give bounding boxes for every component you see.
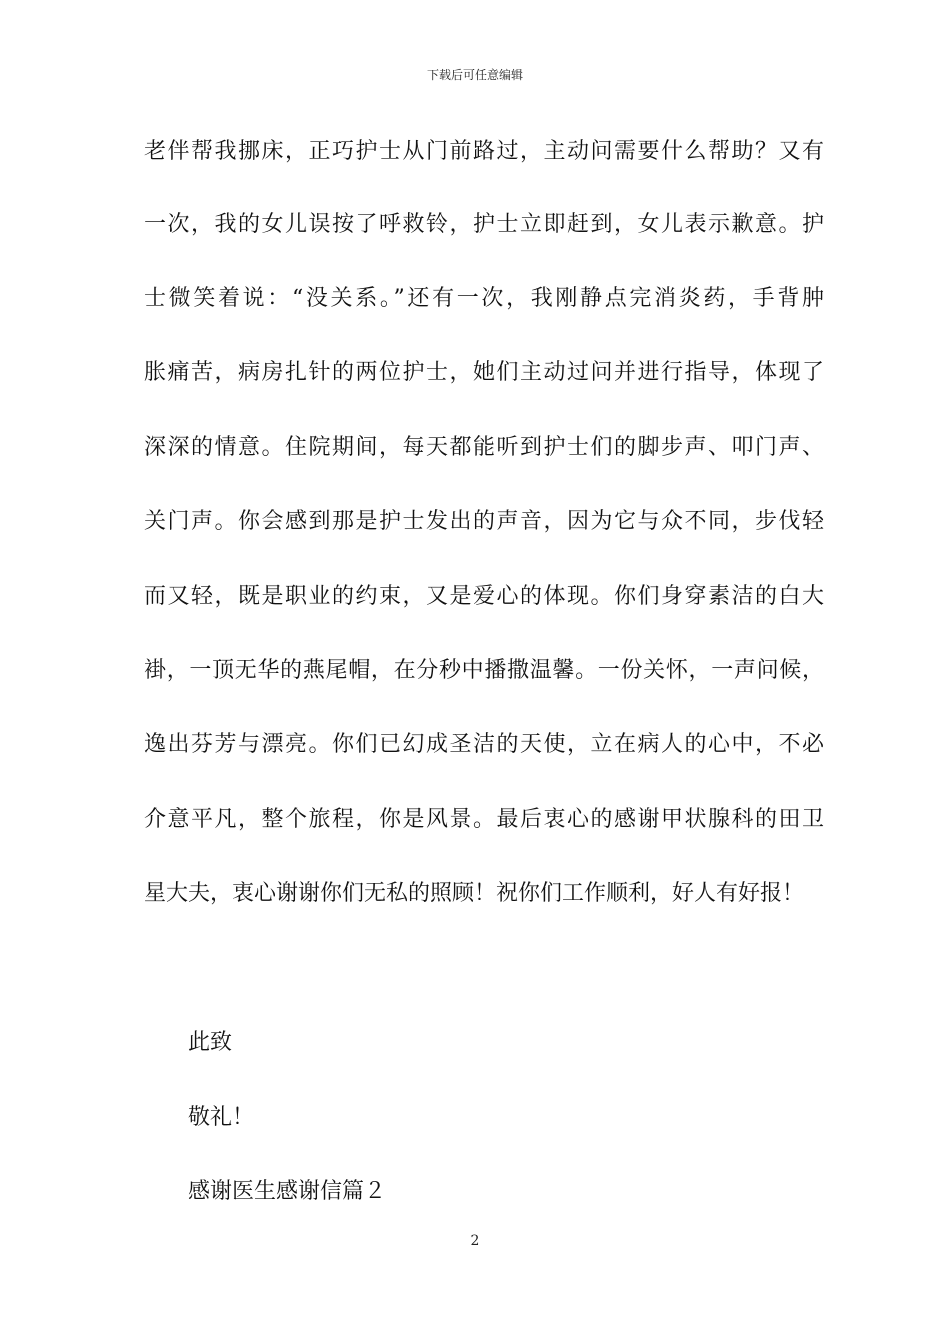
closing-regards: 敬礼！ — [188, 1105, 255, 1130]
body-line: 胀痛苦，病房扎针的两位护士，她们主动过问并进行指导，体现了 — [144, 360, 824, 385]
next-section-title: 感谢医生感谢信篇２ — [188, 1179, 387, 1204]
body-line: 介意平凡，整个旅程，你是风景。最后衷心的感谢甲状腺科的田卫 — [144, 807, 824, 832]
body-line: 而又轻，既是职业的约束，又是爱心的体现。你们身穿素洁的白大 — [144, 584, 824, 609]
body-line: 士微笑着说：“没关系。”还有一次，我刚静点完消炎药，手背肿 — [144, 286, 824, 311]
closing-salutation: 此致 — [188, 1030, 233, 1055]
page-number: 2 — [470, 1233, 480, 1249]
body-line: 关门声。你会感到那是护士发出的声音，因为它与众不同，步伐轻 — [144, 509, 824, 534]
body-line: 逸出芬芳与漂亮。你们已幻成圣洁的天使，立在病人的心中，不必 — [144, 732, 824, 757]
page-header: 下载后可任意编辑 — [426, 68, 523, 82]
body-line: 褂，一顶无华的燕尾帽，在分秒中播撒温馨。一份关怀，一声问候， — [144, 658, 824, 683]
body-line: 老伴帮我挪床，正巧护士从门前路过，主动问需要什么帮助？又有 — [144, 139, 824, 164]
body-line: 一次，我的女儿误按了呼救铃，护士立即赶到，女儿表示歉意。护 — [144, 212, 824, 237]
body-line: 深深的情意。住院期间，每天都能听到护士们的脚步声、叩门声、 — [144, 435, 824, 460]
body-line: 星大夫，衷心谢谢你们无私的照顾！祝你们工作顺利，好人有好报！ — [144, 881, 805, 906]
